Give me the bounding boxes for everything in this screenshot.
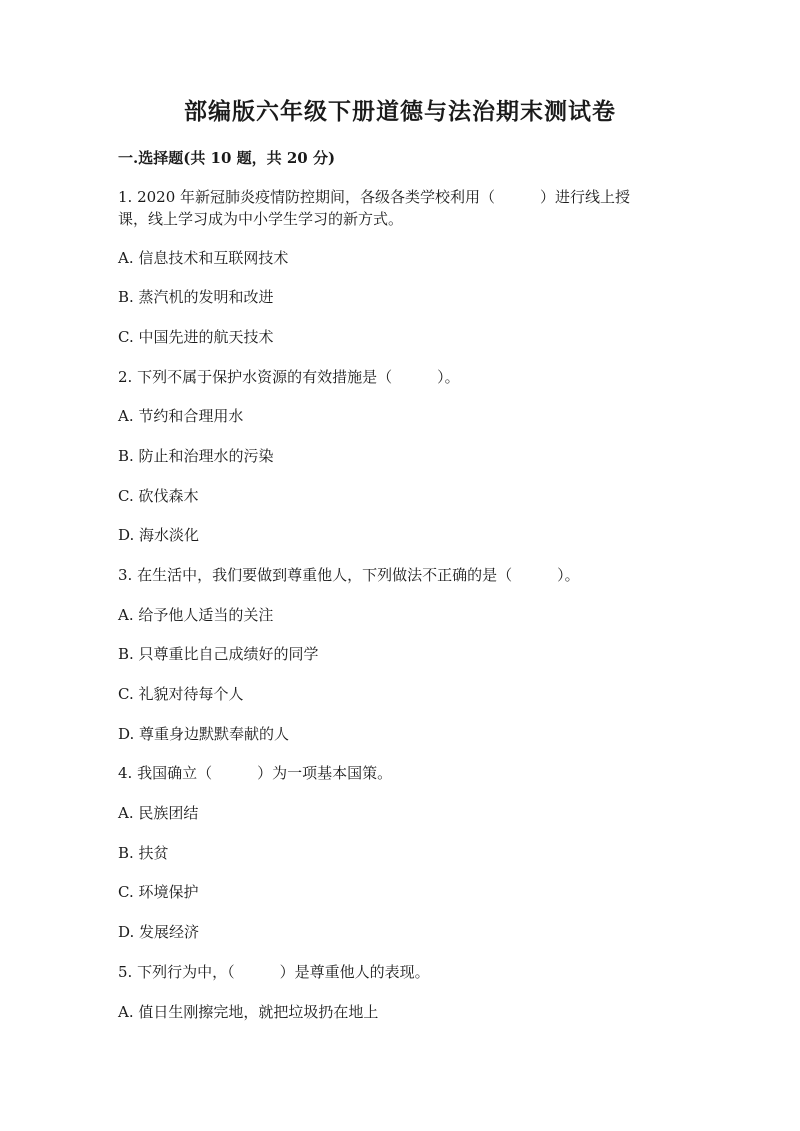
question-1-stem-line-2: 课，线上学习成为中小学生学习的新方式。 (118, 210, 404, 228)
question-2-stem: 2. 下列不属于保护水资源的有效措施是（ ）。 (118, 368, 460, 386)
question-1-option-c: C. 中国先进的航天技术 (118, 328, 274, 346)
question-1-stem-line-1: 1. 2020 年新冠肺炎疫情防控期间，各级各类学校利用（ ）进行线上授 (118, 188, 631, 206)
section-heading: 一.选择题(共 10 题，共 20 分) (118, 149, 336, 167)
question-4-option-c: C. 环境保护 (118, 883, 199, 901)
question-5-stem: 5. 下列行为中，（ ）是尊重他人的表现。 (118, 963, 430, 981)
question-3-option-b: B. 只尊重比自己成绩好的同学 (118, 645, 319, 663)
question-3-option-a: A. 给予他人适当的关注 (118, 606, 274, 624)
question-2-option-b: B. 防止和治理水的污染 (118, 447, 274, 465)
question-2-option-c: C. 砍伐森木 (118, 487, 199, 505)
question-4-option-a: A. 民族团结 (118, 804, 199, 822)
question-1-option-a: A. 信息技术和互联网技术 (118, 249, 289, 267)
question-3-option-c: C. 礼貌对待每个人 (118, 685, 244, 703)
question-3-stem: 3. 在生活中，我们要做到尊重他人，下列做法不正确的是（ ）。 (118, 566, 580, 584)
question-4-option-b: B. 扶贫 (118, 844, 169, 862)
question-4-stem: 4. 我国确立（ ）为一项基本国策。 (118, 764, 393, 782)
question-2-option-d: D. 海水淡化 (118, 526, 200, 544)
question-5-option-a: A. 值日生刚擦完地，就把垃圾扔在地上 (118, 1003, 379, 1021)
question-2-option-a: A. 节约和合理用水 (118, 407, 244, 425)
page-title: 部编版六年级下册道德与法治期末测试卷 (184, 98, 616, 125)
question-1-option-b: B. 蒸汽机的发明和改进 (118, 288, 274, 306)
question-3-option-d: D. 尊重身边默默奉献的人 (118, 725, 290, 743)
question-1-stem (118, 186, 678, 230)
question-4-option-d: D. 发展经济 (118, 923, 200, 941)
